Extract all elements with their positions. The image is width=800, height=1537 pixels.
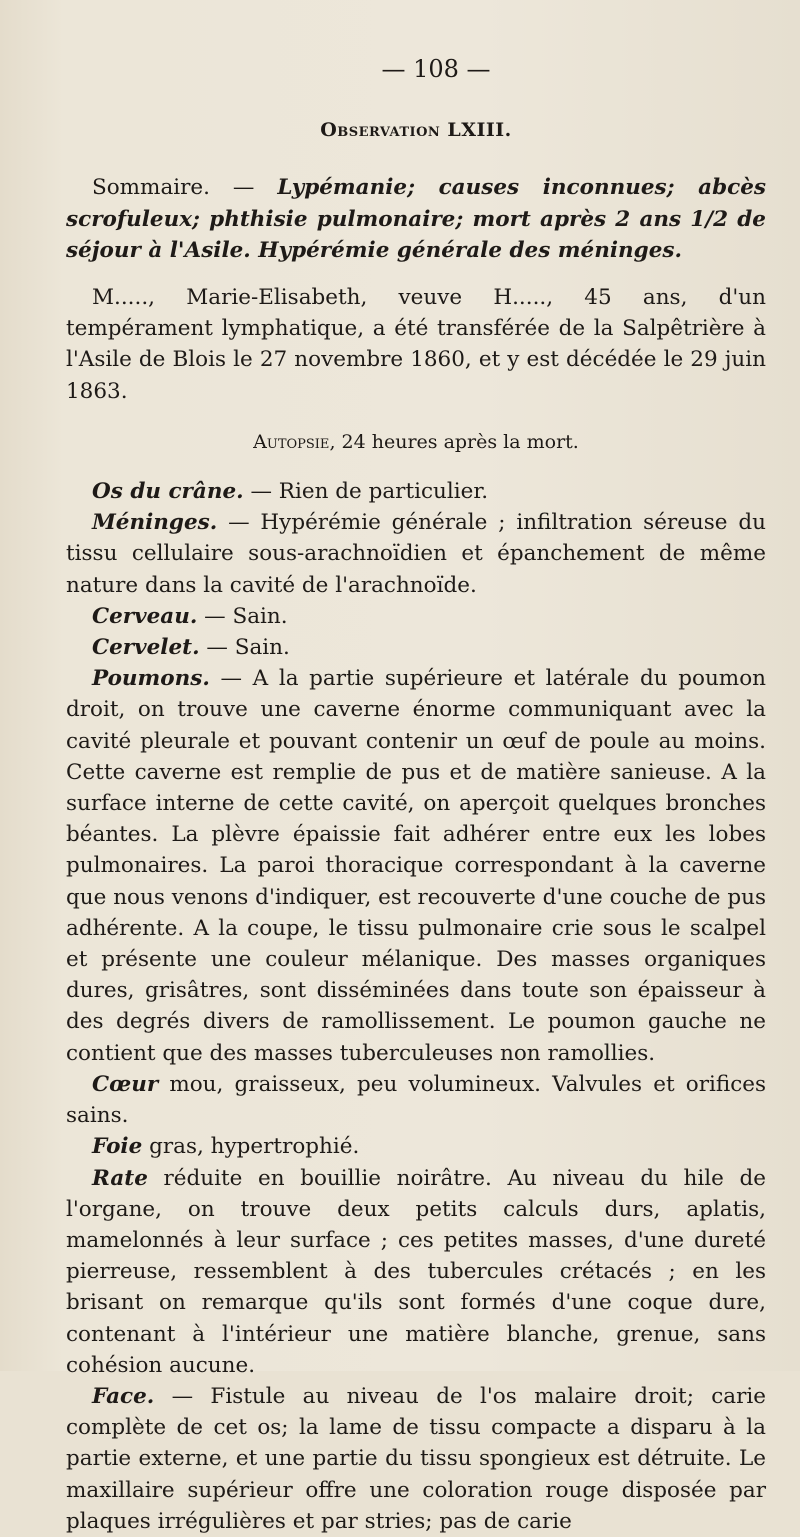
section-term: Cervelet. [92, 635, 200, 661]
text-column [66, 54, 766, 1537]
section-term: Cerveau. [92, 603, 198, 629]
autopsie-heading [66, 427, 766, 458]
observation-title: Observation LXIII. [320, 119, 512, 142]
section-os-du-crane [66, 476, 766, 507]
page-number: — 108 — [381, 55, 491, 83]
section-foie [66, 1131, 766, 1162]
section-cerveau [66, 601, 766, 632]
section-text: gras, hypertrophié. [142, 1134, 360, 1160]
section-term: Os du crâne. [92, 479, 244, 505]
section-term: Poumons. [92, 666, 210, 692]
section-term: Méninges. [92, 510, 218, 536]
autopsie-label: Autopsie [253, 430, 330, 453]
section-term: Rate [92, 1165, 148, 1191]
section-poumons [66, 663, 766, 1069]
section-term: Cœur [92, 1071, 159, 1097]
section-text: — A la partie supérieure et latérale du poumon droit, on trouve une caverne énorme communiquant avec la cavité pleurale et pouvant contenir un œuf de poule au moins. Cette caverne est remplie de pus et de matière sanieuse. A la surface interne de cette cavité, on aperçoit quelques bronches béantes. La plèvre épaissie fait adhérer entre eux les lobes pulmonaires. La paroi thoracique correspondant à la caverne que nous venons d'indiquer, est recouverte d'une couche de pus adhérente. A la coupe, le tissu pulmonaire crie sous le scalpel et présente une couleur mélanique. Des masses organiques dures, grisâtres, sont disséminées dans toute son épaisseur à des degrés divers de ramollissement. Le poumon gauche ne contient que des masses tuberculeuses non ramollies. [66, 666, 766, 1066]
section-text: — Sain. [199, 635, 290, 661]
section-meninges [66, 507, 766, 601]
section-rate [66, 1163, 766, 1381]
summary-italic: Lypémanie; causes inconnues; abcès scrofuleux; phthisie pulmonaire; mort après 2 ans 1/2 de séjour à l'Asile. Hypérémie générale des méninges. [66, 175, 766, 263]
summary-lead: Sommaire. — [92, 175, 278, 201]
autopsie-rest: , 24 heures après la mort. [329, 430, 579, 453]
section-term: Foie [92, 1134, 143, 1160]
spacer [66, 407, 766, 423]
section-text: — Hypérémie générale ; infiltration séreuse du tissu cellulaire sous-arachnoïdien et épanchement de même nature dans la cavité de l'arachnoïde. [66, 510, 766, 598]
section-face [66, 1381, 766, 1537]
section-text: — Fistule au niveau de l'os malaire droit; carie complète de cet os; la lame de tissu compacte a disparu à la partie externe, et une partie du tissu spongieux est détruite. Le maxillaire supérieur offre une coloration rouge disposée par plaques irrégulières et par stries; pas de carie [66, 1383, 766, 1534]
summary-paragraph [66, 172, 766, 266]
section-term: Face. [92, 1383, 155, 1409]
section-text: — Sain. [197, 603, 288, 629]
spacer [66, 266, 766, 282]
section-coeur [66, 1069, 766, 1131]
section-text: — Rien de particulier. [243, 479, 489, 505]
section-text: réduite en bouillie noirâtre. Au niveau du hile de l'organe, on trouve deux petits calculs durs, aplatis, mamelonnés à leur surface ; ces petites masses, d'une dureté pierreuse, ressemblent à des tubercules crétacés ; en les brisant on remarque qu'ils sont formés d'une coque dure, contenant à l'intérieur une matière blanche, grenue, sans cohésion aucune. [66, 1165, 766, 1378]
section-text: mou, graisseux, peu volumineux. Valvules et orifices sains. [66, 1071, 766, 1129]
section-cervelet [66, 632, 766, 663]
patient-intro: M....., Marie-Elisabeth, veuve H....., 45 ans, d'un tempérament lymphatique, a été transférée de la Salpêtrière à l'Asile de Blois le 27 novembre 1860, et y est décédée le 29 juin 1863. [66, 285, 766, 404]
